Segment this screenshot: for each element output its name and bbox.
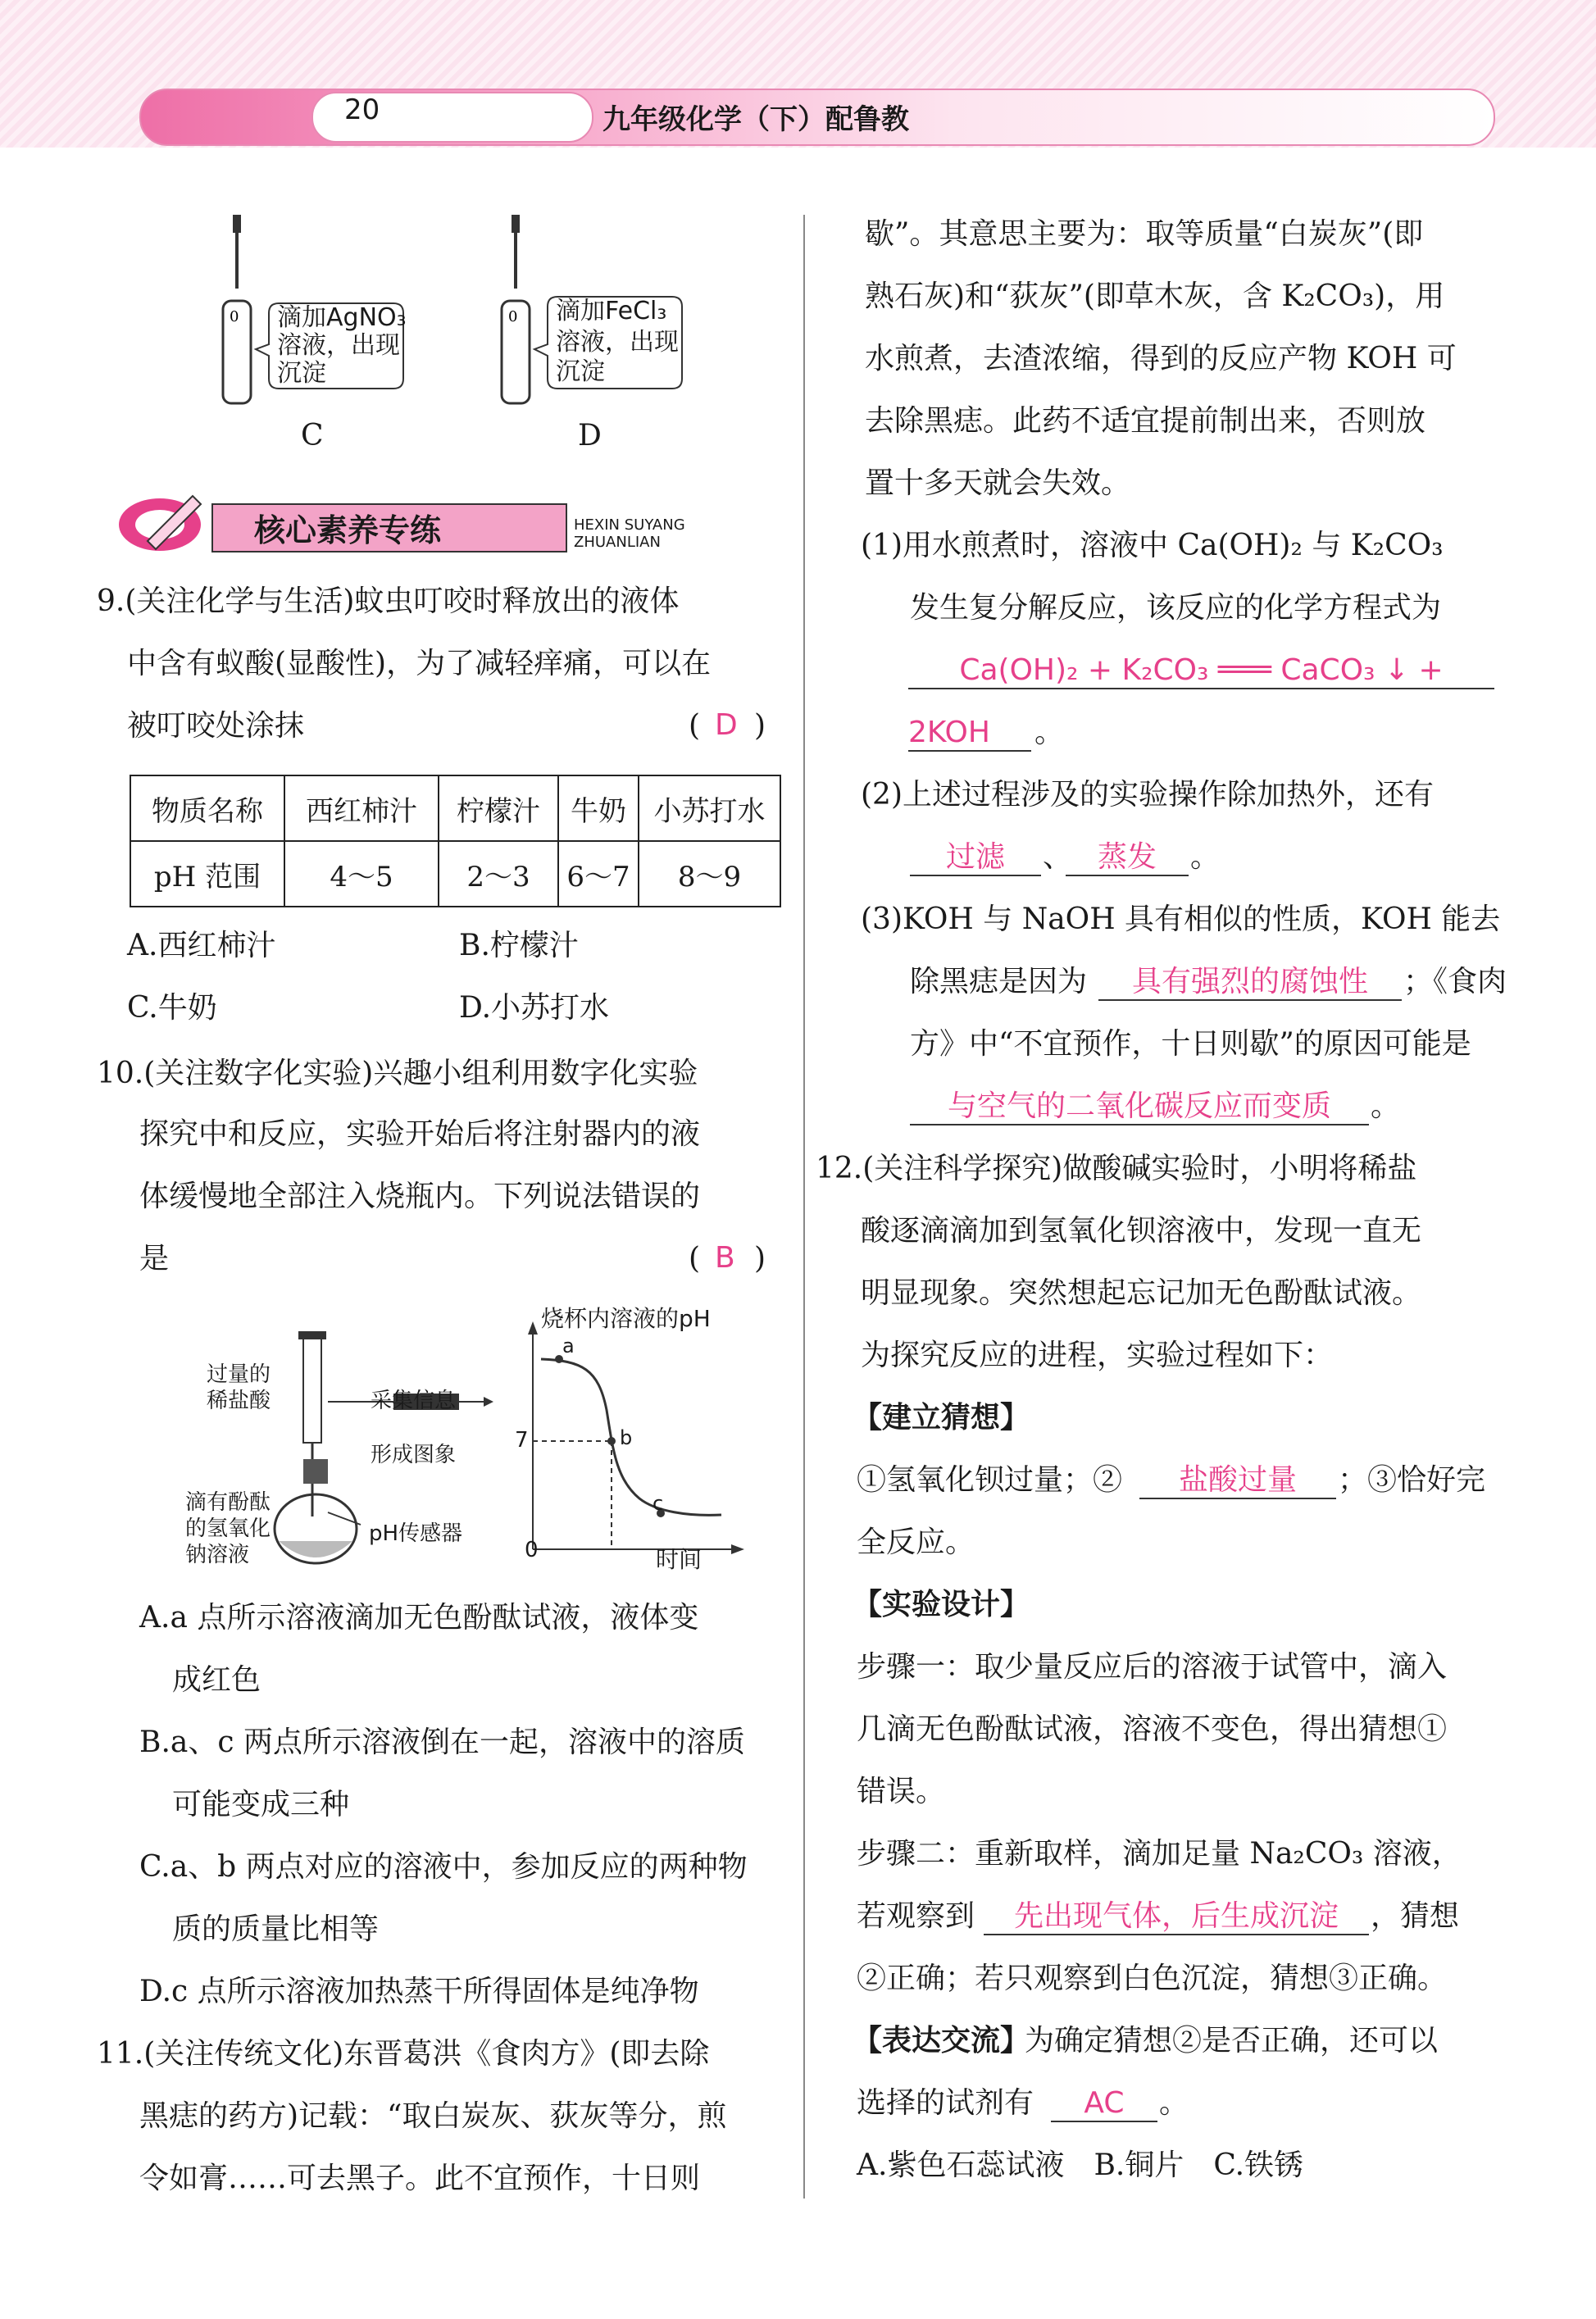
q10-option-a-2: 成红色 <box>172 1663 261 1697</box>
q12-step2-line1: 步骤二：重新取样，滴加足量 Na₂CO₃ 溶液， <box>857 1837 1462 1871</box>
q12-guess-a: ①氢氧化钡过量；② <box>857 1463 1123 1497</box>
book-title: 九年级化学（下）配鲁教 <box>602 103 909 136</box>
table-cell: 柠檬汁 <box>439 775 558 841</box>
q12-exchange-options: A.紫色石蕊试液 B.铜片 C.铁锈 <box>857 2148 1304 2182</box>
q12-step1-line3: 错误。 <box>857 1775 946 1808</box>
q11-answer-3b: 与空气的二氧化碳反应而变质 <box>910 1089 1369 1125</box>
bubble-d-line1: 滴加FeCl₃ <box>556 297 667 325</box>
q9-paren-open: ( <box>689 709 701 743</box>
q12-line1: 12.(关注科学探究)做酸碱实验时，小明将稀盐 <box>816 1152 1417 1185</box>
q11-right-line3: 水煎煮，去渣浓缩，得到的反应产物 KOH 可 <box>865 342 1457 375</box>
q11-sep-2: 、 <box>1043 840 1073 874</box>
q9-line2: 中含有蚁酸(显酸性)，为了减轻痒痛，可以在 <box>127 647 712 680</box>
q12-heading-guess: 【建立猜想】 <box>853 1400 1030 1435</box>
q10-answer: B <box>715 1241 735 1275</box>
table-cell: 4～5 <box>284 841 439 907</box>
y-tick-7: 7 <box>515 1428 529 1453</box>
q12-exchange-line1: 为确定猜想②是否正确，还可以 <box>1025 2024 1439 2058</box>
label-flask-3: 钠溶液 <box>185 1543 250 1567</box>
table-cell: 牛奶 <box>558 775 639 841</box>
bubble-d-line2: 溶液，出现 <box>556 328 679 357</box>
q11-right-line1: 歇”。其意思主要为：取等质量“白炭灰”(即 <box>865 217 1424 251</box>
table-cell: 6～7 <box>558 841 639 907</box>
point-b-label: b <box>620 1426 633 1449</box>
label-acid-1: 过量的 <box>207 1362 271 1387</box>
table-cell: 物质名称 <box>130 775 284 841</box>
q9-option-c: C.牛奶 <box>127 991 217 1025</box>
q11-line1: 11.(关注传统文化)东晋葛洪《食肉方》(即去除 <box>97 2037 710 2071</box>
q10-option-d: D.c 点所示溶液加热蒸干所得固体是纯净物 <box>139 1975 699 2008</box>
svg-text:0: 0 <box>508 308 518 325</box>
q11-answer-3a: 具有强烈的腐蚀性 <box>1098 964 1402 1001</box>
q11-answer-2b: 蒸发 <box>1066 839 1189 876</box>
bubble-d-line3: 沉淀 <box>556 357 605 386</box>
page-number: 20 <box>344 93 380 126</box>
section-banner <box>115 484 738 557</box>
q10-paren-close: ) <box>754 1242 766 1275</box>
table-row <box>130 775 780 841</box>
label-form: 形成图象 <box>371 1443 457 1467</box>
q9-option-b: B.柠檬汁 <box>459 929 579 962</box>
q11-right-line4: 去除黑痣。此药不适宜提前制出来，否则放 <box>865 404 1426 438</box>
q12-exchange-end: 。 <box>1159 2086 1189 2120</box>
pencil-icon <box>115 484 213 557</box>
q12-heading-design: 【实验设计】 <box>853 1587 1030 1621</box>
q11-right-line5: 置十多天就会失效。 <box>865 466 1131 500</box>
q12-step1-line2: 几滴无色酚酞试液，溶液不变色，得出猜想① <box>857 1712 1448 1746</box>
q12-heading-exchange: 【表达交流】 <box>853 2023 1030 2058</box>
ph-table <box>130 775 781 907</box>
q9-paren-close: ) <box>754 709 766 743</box>
q12-step2-line3: ②正确；若只观察到白色沉淀，猜想③正确。 <box>857 1962 1448 1995</box>
q9-option-d: D.小苏打水 <box>459 991 610 1025</box>
q9-line3: 被叮咬处涂抹 <box>127 709 305 743</box>
point-a-label: a <box>562 1335 575 1357</box>
q11-sub3-line2a: 除黑痣是因为 <box>910 965 1088 998</box>
label-collect: 采集信息 <box>371 1389 457 1413</box>
q12-guess-answer: 盐酸过量 <box>1139 1462 1336 1499</box>
q11-end-3: 。 <box>1371 1089 1401 1123</box>
column-divider <box>803 215 805 2199</box>
q10-option-c-2: 质的质量比相等 <box>172 1912 380 1946</box>
banner-title: 核心素养专练 <box>254 512 442 548</box>
q10-line1: 10.(关注数字化实验)兴趣小组利用数字化实验 <box>97 1057 698 1090</box>
table-cell: pH 范围 <box>130 841 284 907</box>
q9-answer: D <box>715 708 738 742</box>
figure-c-label: C <box>301 419 324 452</box>
q11-right-line2: 熟石灰)和“荻灰”(即草木灰，含 K₂CO₃)，用 <box>865 280 1445 313</box>
q11-answer-1b: 2KOH <box>908 715 1031 752</box>
ph-curve-chart <box>516 1312 762 1574</box>
table-cell: 2～3 <box>439 841 558 907</box>
q11-line2: 黑痣的药方)记载：“取白炭灰、荻灰等分，煎 <box>139 2099 727 2133</box>
figure-d-label: D <box>578 419 602 452</box>
q11-sub1-line1: (1)用水煎煮时，溶液中 Ca(OH)₂ 与 K₂CO₃ <box>861 529 1444 562</box>
q12-guess-c: 全反应。 <box>857 1526 975 1559</box>
q10-line4: 是 <box>139 1242 170 1275</box>
q10-line2: 探究中和反应，实验开始后将注射器内的液 <box>139 1117 701 1151</box>
q12-step2-line2a: 若观察到 <box>857 1899 975 1933</box>
q12-step2-line2b: ，猜想 <box>1371 1899 1460 1933</box>
table-cell: 小苏打水 <box>639 775 780 841</box>
q9-line1: 9.(关注化学与生活)蚊虫叮咬时释放出的液体 <box>97 584 680 618</box>
q12-line3: 明显现象。突然想起忘记加无色酚酞试液。 <box>861 1276 1422 1310</box>
origin-label: 0 <box>525 1538 539 1562</box>
banner-pinyin: HEXIN SUYANG ZHUANLIAN <box>574 516 685 551</box>
label-acid-2: 稀盐酸 <box>207 1389 271 1413</box>
q10-option-a-1: A.a 点所示溶液滴加无色酚酞试液，液体变 <box>139 1601 699 1635</box>
q10-option-c-1: C.a、b 两点对应的溶液中，参加反应的两种物 <box>139 1850 748 1884</box>
q12-exchange-line2: 选择的试剂有 <box>857 2086 1034 2120</box>
q12-step1-line1: 步骤一：取少量反应后的溶液于试管中，滴入 <box>857 1650 1448 1684</box>
table-cell: 西红柿汁 <box>284 775 439 841</box>
q10-paren-open: ( <box>689 1242 701 1275</box>
label-sensor: pH传感器 <box>369 1521 463 1546</box>
q10-line3: 体缓慢地全部注入烧瓶内。下列说法错误的 <box>139 1180 701 1213</box>
q12-step2-answer: 先出现气体，后生成沉淀 <box>984 1898 1369 1935</box>
q11-sub3-line2b: ；《食肉 <box>1403 965 1507 998</box>
q10-option-b-1: B.a、c 两点所示溶液倒在一起，溶液中的溶质 <box>139 1726 745 1759</box>
point-c-label: c <box>652 1492 664 1515</box>
x-axis-label: 时间 <box>656 1546 703 1573</box>
q11-sub3-line1: (3)KOH 与 NaOH 具有相似的性质，KOH 能去 <box>861 903 1501 936</box>
table-row <box>130 841 780 907</box>
bubble-c-line2: 溶液，出现 <box>277 331 400 360</box>
bubble-c-line1: 滴加AgNO₃ <box>277 303 407 332</box>
y-axis-label: 烧杯内溶液的pH <box>541 1305 711 1332</box>
q11-line3: 令如膏……可去黑子。此不宜预作，十日则 <box>139 2162 701 2195</box>
q11-sub1-line2: 发生复分解反应，该反应的化学方程式为 <box>910 591 1442 625</box>
q12-guess-b: ；③恰好完 <box>1338 1463 1486 1497</box>
q11-sub3-line3: 方》中“不宜预作，十日则歇”的原因可能是 <box>910 1027 1471 1061</box>
q11-answer-2a: 过滤 <box>910 839 1041 876</box>
q12-exchange-answer: AC <box>1051 2085 1157 2122</box>
q11-sub2: (2)上述过程涉及的实验操作除加热外，还有 <box>861 778 1434 812</box>
q12-line4: 为探究反应的进程，实验过程如下： <box>861 1339 1334 1372</box>
table-cell: 8～9 <box>639 841 780 907</box>
q12-line2: 酸逐滴滴加到氢氧化钡溶液中，发现一直无 <box>861 1214 1422 1248</box>
q9-option-a: A.西红柿汁 <box>127 929 276 962</box>
q10-option-b-2: 可能变成三种 <box>172 1788 350 1821</box>
label-flask-1: 滴有酚酞 <box>185 1490 271 1515</box>
q11-end-2: 。 <box>1190 840 1221 874</box>
q11-answer-1a: Ca(OH)₂ + K₂CO₃ ═══ CaCO₃ ↓ + <box>908 653 1494 689</box>
bubble-c-line3: 沉淀 <box>277 359 326 388</box>
svg-text:0: 0 <box>230 308 239 325</box>
label-flask-2: 的氢氧化 <box>185 1516 271 1541</box>
